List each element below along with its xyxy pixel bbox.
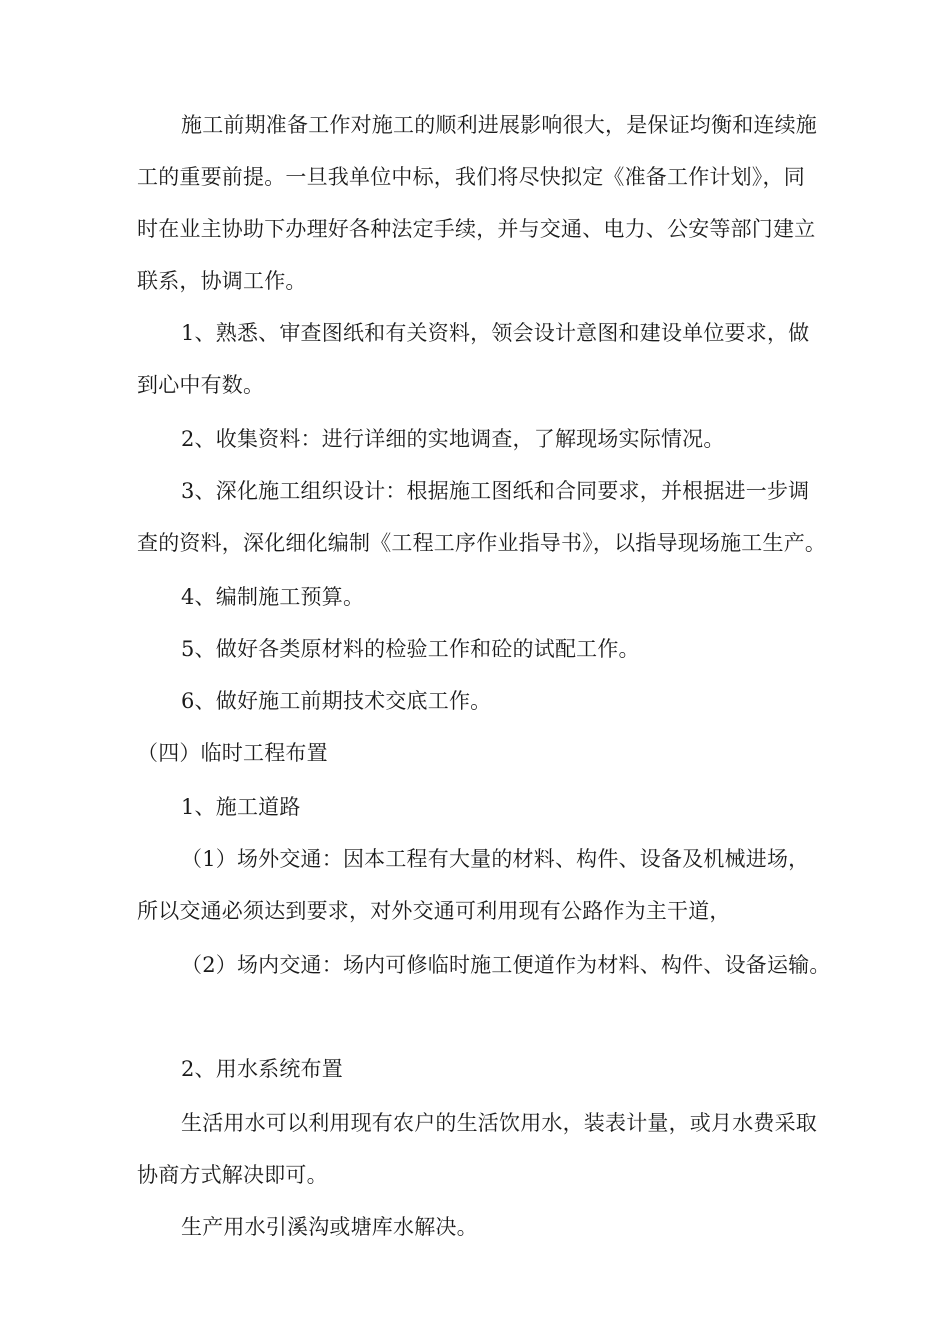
paragraph-line: 工的重要前提。一旦我单位中标，我们将尽快拟定《准备工作计划》，同 xyxy=(137,165,805,189)
list-item: 查的资料，深化细化编制《工程工序作业指导书》，以指导现场施工生产。 xyxy=(137,531,827,555)
paragraph-line: 生活用水可以利用现有农户的生活饮用水，装表计量，或月水费采取 xyxy=(181,1111,817,1135)
list-item: 5、做好各类原材料的检验工作和砼的试配工作。 xyxy=(181,637,640,661)
paragraph-line: 生产用水引溪沟或塘库水解决。 xyxy=(181,1215,478,1239)
paragraph-line: （1）场外交通：因本工程有大量的材料、构件、设备及机械进场， xyxy=(181,847,810,871)
section-heading: （四）临时工程布置 xyxy=(137,741,328,765)
paragraph-line: （2）场内交通：场内可修临时施工便道作为材料、构件、设备运输。 xyxy=(181,953,831,977)
paragraph-line: 施工前期准备工作对施工的顺利进展影响很大，是保证均衡和连续施 xyxy=(181,113,817,137)
list-item: 6、做好施工前期技术交底工作。 xyxy=(181,689,492,713)
subsection-heading: 2、用水系统布置 xyxy=(181,1057,343,1081)
list-item: 2、收集资料：进行详细的实地调查，了解现场实际情况。 xyxy=(181,427,725,451)
paragraph-line: 联系，协调工作。 xyxy=(137,269,307,293)
paragraph-line: 所以交通必须达到要求，对外交通可利用现有公路作为主干道， xyxy=(137,899,731,923)
list-item: 4、编制施工预算。 xyxy=(181,585,365,609)
paragraph-line: 协商方式解决即可。 xyxy=(137,1163,328,1187)
subsection-heading: 1、施工道路 xyxy=(181,795,301,819)
list-item: 到心中有数。 xyxy=(137,373,265,397)
list-item: 1、熟悉、审查图纸和有关资料，领会设计意图和建设单位要求，做 xyxy=(181,321,810,345)
paragraph-line: 时在业主协助下办理好各种法定手续，并与交通、电力、公安等部门建立 xyxy=(137,217,816,241)
list-item: 3、深化施工组织设计：根据施工图纸和合同要求，并根据进一步调 xyxy=(181,479,810,503)
